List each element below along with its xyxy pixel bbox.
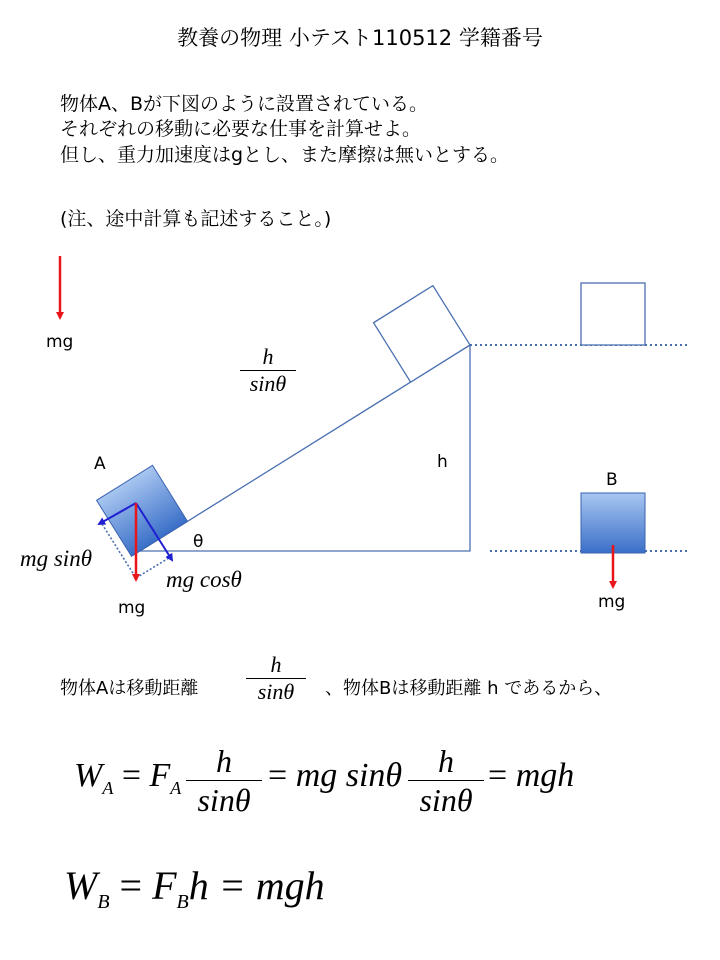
block-b-final-outline	[581, 283, 645, 345]
equation-a-w: W	[74, 757, 103, 794]
equation-b-w: W	[64, 863, 98, 908]
equation-a-lhs: $W_A = F_A$	[74, 757, 182, 798]
statement-part-2: 、物体Bは移動距離 h であるから、	[325, 678, 613, 699]
height-label: h	[437, 452, 448, 472]
equation-a-fraction-2-num: h	[438, 743, 454, 779]
block-b	[581, 493, 645, 553]
equation-a-rhs: = mgh	[488, 757, 575, 794]
block-b-label: B	[606, 470, 618, 490]
page-title: 教養の物理 小テスト110512 学籍番号	[177, 26, 543, 50]
instruction-note: (注、途中計算も記述すること。)	[60, 208, 332, 230]
instruction-line-1: 物体A、Bが下図のように設置されている。	[60, 93, 429, 115]
statement-part-1: 物体Aは移動距離	[60, 678, 199, 699]
slope-length-fraction	[240, 344, 296, 397]
force-b-gravity-label: mg	[598, 592, 626, 612]
equation-a-mid-term: mg sinθ	[295, 757, 403, 794]
equation-a-f: F	[149, 757, 171, 794]
equation-a-fraction-2-den: sinθ	[419, 782, 473, 818]
force-a-parallel-label: mg sinθ	[20, 546, 92, 571]
instruction-line-2: それぞれの移動に必要な仕事を計算せよ。	[60, 118, 422, 140]
slope-length-numerator: h	[262, 344, 274, 369]
equation-a-rhs-term: mgh	[515, 757, 575, 794]
block-a-final-outline	[374, 286, 470, 382]
equation-a-middle: = mg sinθ	[268, 757, 403, 794]
equation-b-f-sub: B	[176, 891, 189, 913]
equation-a-fraction-1-num: h	[216, 743, 232, 779]
equation-a-fraction-2	[408, 742, 484, 819]
slope-length-denominator: sinθ	[249, 371, 287, 396]
legend-mg-label: mg	[46, 332, 74, 352]
equation-b: $W_B = F_Bh$ = mgh	[64, 863, 325, 913]
equation-a-w-sub: A	[102, 777, 114, 798]
equation-b-f: F	[152, 863, 177, 908]
equation-a-fraction-1-den: sinθ	[197, 782, 251, 818]
statement-fraction	[246, 652, 306, 705]
instruction-line-3: 但し、重力加速度はgとし、また摩擦は無いとする。	[60, 144, 510, 166]
equation-a-fraction-1	[186, 742, 262, 819]
block-a-label: A	[94, 454, 106, 474]
equation-b-w-sub: B	[97, 891, 110, 913]
equation-b-rhs: h = mgh	[188, 863, 325, 908]
force-a-normal-label: mg cosθ	[166, 567, 242, 592]
force-a-gravity-label: mg	[118, 598, 146, 618]
statement-fraction-numerator: h	[270, 652, 282, 677]
equation-a-f-sub: A	[170, 777, 182, 798]
angle-label: θ	[193, 532, 204, 552]
statement-fraction-denominator: sinθ	[257, 679, 295, 704]
